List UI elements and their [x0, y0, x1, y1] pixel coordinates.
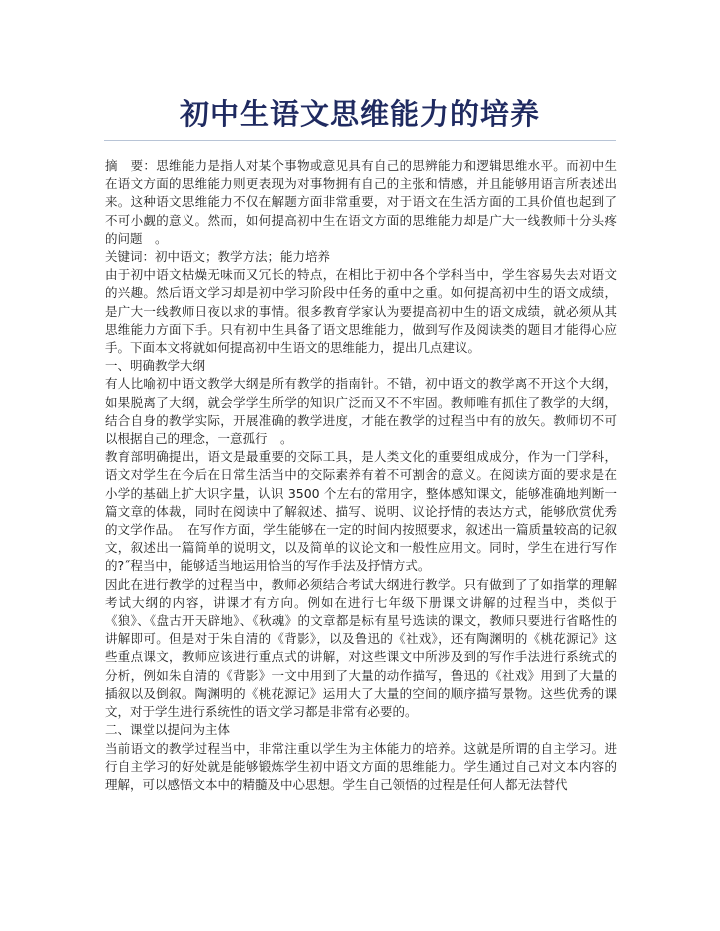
keywords-line: 关键词：初中语文；教学方法；能力培养	[105, 249, 331, 265]
section-heading-2: 二、课堂以提问为主体	[105, 722, 231, 738]
body-paragraph: 当前语文的教学过程当中，非常注重以学生为主体能力的培养。这就是所谓的自主学习。进行自主学习的好处就是能够锻炼学生初中语文方面的思维能力。学生通过自己对文本内容的理解，可以感悟文本中的精髓及中心思想。学生自己领悟的过程是任何人都无法替代	[105, 740, 617, 792]
abstract-paragraph: 摘 要：思维能力是指人对某个事物或意见具有自己的思辨能力和逻辑思维水平。而初中生在语文方面的思维能力则更表现为对事物拥有自己的主张和情感，并且能够用语言所表述出来。这种语文思维能力不仅在解题方面非常重要，对于语文在生活方面的工具价值也起到了不可小觑的意义。然而，如何提高初中生在语文方面的思维能力却是广大一线教师十分头疼的问题 。	[105, 158, 617, 246]
title-divider	[104, 140, 616, 141]
document-title: 初中生语文思维能力的培养	[179, 97, 540, 131]
body-paragraph: 教育部明确提出，语文是最重要的交际工具，是人类文化的重要组成成分，作为一门学科，语文对学生在今后在日常生活当中的交际素养有着不可割舍的意义。在阅读方面的要求是在小学的基础上扩大识字量，认识 3500 个左右的常用字，整体感知课文，能够准确地判断一篇文章的体裁，同时在阅读中了解叙述、描写、说明、议论抒情的表达方式，能够欣赏优秀的文学作品。 在写作方面，学生能够在一定的时间内按照要求，叙述出一篇质量较高的记叙文，叙述出一篇简单的说明文，以及简单的议论文和一般性应用文。同时，学生在进行写作的?˝程当中，能够适当地运用恰当的写作手法及抒情方式。	[105, 449, 617, 574]
body-paragraph: 因此在进行教学的过程当中，教师必须结合考试大纲进行教学。只有做到了了如指掌的理解考试大纲的内容，讲课才有方向。例如在进行七年级下册课文讲解的过程当中，类似于《狼》、《盘古开天辟地》、《秋魂》的文章都是标有星号选读的课文，教师只要进行省略性的讲解即可。但是对于朱自清的《背影》，以及鲁迅的《社戏》，还有陶渊明的《桃花源记》这些重点课文，教师应该进行重点式的讲解，对这些课文中所涉及到的写作手法进行系统式的分析，例如朱自清的《背影》一文中用到了大量的动作描写，鲁迅的《社戏》用到了大量的插叙以及倒叙。陶渊明的《桃花源记》运用大了大量的空间的顺序描写景物。这些优秀的课文，对于学生进行系统性的语文学习都是非常有必要的。	[105, 576, 617, 720]
document-body	[105, 157, 617, 794]
body-paragraph: 有人比喻初中语文教学大纲是所有教学的指南针。不错，初中语文的教学离不开这个大纲，如果脱离了大纲，就会学学生所学的知识广泛而又不不牢固。教师唯有抓住了教学的大纲，结合自身的教学实际，开展准确的教学进度，才能在教学的过程当中有的放矢。教师切不可以根据自己的理念，一意孤行 。	[105, 376, 617, 447]
section-heading-1: 一、明确教学大纲	[105, 358, 206, 374]
intro-paragraph: 由于初中语文枯燥无味而又冗长的特点，在相比于初中各个学科当中，学生容易失去对语文的兴趣。然后语文学习却是初中学习阶段中任务的重中之重。如何提高初中生的语文成绩，是广大一线教师日夜以求的事情。很多教育学家认为要提高初中生的语文成绩，就必须从其思维能力方面下手。只有初中生具备了语文思维能力，做到写作及阅读类的题目才能得心应手。下面本文将就如何提高初中生语文的思维能力，提出几点建议。	[105, 267, 617, 356]
